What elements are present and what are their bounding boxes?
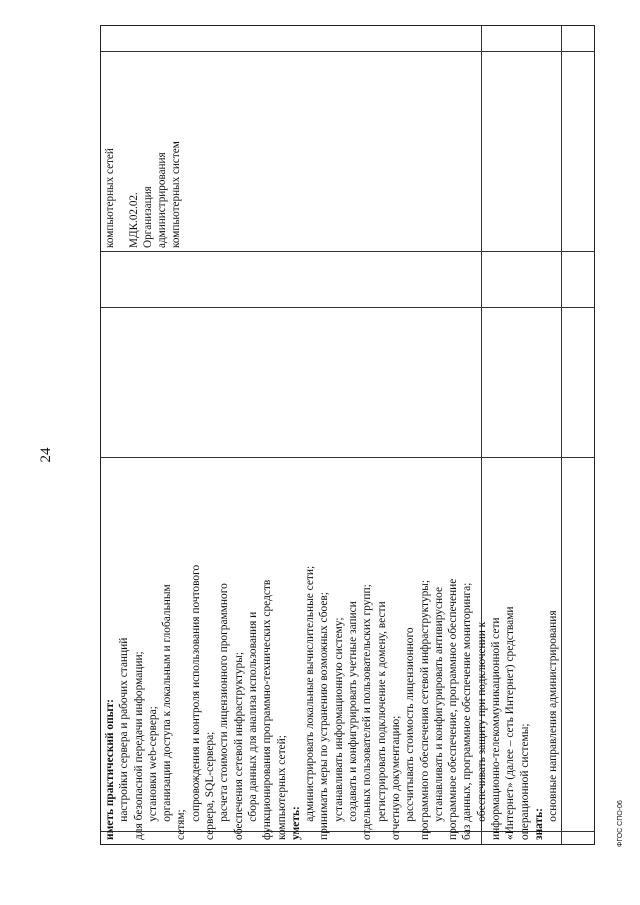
practice-list: [117, 464, 289, 840]
text-line: «Интернет» (далее – сеть Интернет) средствами: [504, 606, 517, 840]
text-line: функционирования программно-технических средств: [261, 579, 274, 840]
text-line: программного обеспечения сетевой инфраструктуры;: [418, 579, 431, 840]
text-line: операционной системы;: [518, 723, 531, 840]
module-code: МДК.02.02.: [128, 192, 140, 248]
text-line: отчетную документацию;: [389, 715, 402, 840]
table-column-divider: [101, 307, 594, 308]
text-line: сопровождения и контроля использования почтового: [189, 564, 202, 822]
text-line: настройки сервера и рабочих станций: [118, 637, 131, 822]
text-line: устанавливать информационную систему;: [332, 617, 345, 822]
knowledge-heading: знать:: [532, 808, 545, 840]
knowledge-list: [546, 464, 560, 840]
module-name-line: администрирования: [156, 152, 168, 248]
footer-label: ФГОС СПО-06: [617, 800, 624, 847]
skills-list: [303, 464, 532, 840]
module-cell: [103, 68, 183, 248]
practice-heading: иметь практический опыт:: [104, 699, 116, 840]
text-line: для безопасной передачи информации;: [132, 651, 145, 840]
text-line: регистрировать подключение к домену, вести: [375, 601, 388, 822]
module-continuation-line: компьютерных сетей: [104, 148, 116, 248]
text-line: компьютерных сетей;: [275, 735, 288, 840]
table-column-divider: [101, 51, 594, 52]
competency-table: [100, 25, 595, 845]
text-line: отдельных пользователей и пользовательских групп;: [361, 584, 374, 840]
text-line: сервера, SQL-сервера;: [204, 731, 217, 840]
module-name-line: Организация: [142, 186, 154, 248]
text-line: рассчитывать стоимость лицензионного: [404, 627, 417, 822]
text-line: расчета стоимости лицензионного программного: [218, 583, 231, 822]
page-number: 24: [38, 447, 54, 463]
text-line: обеспечения сетевой инфраструктуры;: [232, 651, 245, 840]
text-line: администрировать локальные вычислительные сети;: [304, 565, 317, 822]
text-line: устанавливать и конфигурировать антивирусное: [432, 586, 445, 822]
text-line: информационно-телекоммуникационной сети: [490, 617, 503, 840]
module-name-line: компьютерных систем: [170, 141, 182, 248]
table-column-divider: [101, 251, 594, 252]
text-line: создавать и конфигурировать учетные записи: [347, 601, 360, 822]
text-line: основные направления администрирования: [547, 610, 560, 822]
text-line: обеспечивать защиту при подключении к: [475, 621, 488, 822]
text-line: баз данных, программное обеспечение мониторинга;: [461, 582, 474, 840]
skills-heading: уметь:: [289, 806, 302, 840]
text-line: принимать меры по устранению возможных сбоев;: [318, 592, 331, 840]
text-line: установки web-сервера;: [146, 706, 159, 822]
text-line: организации доступа к локальным и глобальным: [161, 584, 174, 822]
text-line: сетям;: [175, 809, 188, 840]
text-line: сбора данных для анализа использования и: [246, 611, 259, 822]
text-line: программное обеспечение, программное обеспечение: [447, 578, 460, 840]
requirements-cell: [101, 458, 594, 844]
